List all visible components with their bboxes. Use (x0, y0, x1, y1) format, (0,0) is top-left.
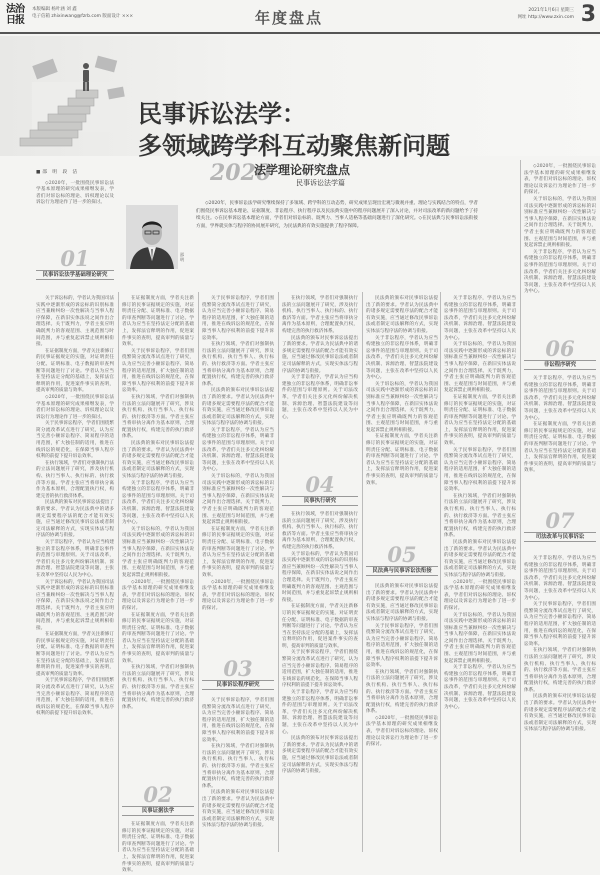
column-paragraph: ◇2020年，一批围绕民事诉讼法学基本原理的研究成果相继发表，学者们对诉讼标的理论、诉权理论以及诉讼行为理论作了进一步的探讨。 (366, 715, 438, 748)
column-paragraph: 关于诉讼标的，学者认为我国司法实践中逐渐形成的诉讼标的识别标准应当兼顾纠纷一次性解决与当事人程序保障，在新旧实体法说之间作出合理选择。关于既判力，学者主张应明确既判力的客观范围、主观范围与时间范围，并与重复起诉禁止规则相衔接。 (36, 579, 114, 631)
column-paragraph: 在证据制度方面，学者关注新修订的民事证据规定的实施，对证明责任分配、证明标准、电子数据的审查判断等问题进行了讨论。学者认为应当在坚持法定分配的基础上，发挥法官释明的作用，促进案件事实的查明，提高审判的质量与效率。 (122, 822, 194, 874)
section-number: 03 (223, 656, 253, 681)
column-paragraph: ◇2020年，一批围绕民事诉讼法学基本原理的研究成果相继发表，学者们对诉讼标的理论、诉权理论以及诉讼行为理论作了进一步的探讨。 (444, 579, 516, 611)
column-paragraph: 在证据制度方面，学者关注新修订的民事证据规定的实施，对证明责任分配、证明标准、电子数据的审查判断等问题进行了讨论。学者认为应当在坚持法定分配的基础上，发挥法官释明的作用，促进案件事实的查明，提高审判的质量与效率。 (36, 348, 114, 394)
column-paragraph: 民法典的颁布对民事诉讼法提出了新的要求。学者认为民法典中的诸多规定需要程序法的配合才能有效实施，应当通过修改民事诉讼法或者制定司法解释的方式，实现实体法与程序法的协调与衔接。 (122, 441, 194, 480)
banner-subtitle: 民事诉讼法学篇 (296, 179, 345, 187)
column-paragraph: 在执行领域，学者们对强制执行法的立法问题展开了研究，涉及执行机构、执行当事人、执行标的、执行救济等方面。学者主张应当将审执分离作为基本原则，合理配置执行权，构建完善的执行救济体系。 (122, 394, 194, 440)
column-paragraph: 在执行领域，学者们对强制执行法的立法问题展开了研究，涉及执行机构、执行当事人、执行标的、执行救济等方面。学者主张应当将审执分离作为基本原则，合理配置执行权，构建完善的执行救济体系。 (282, 512, 358, 550)
column-paragraph: 在执行领域，学者们对强制执行法的立法问题展开了研究，涉及执行机构、执行当事人、执行标的、执行救济等方面。学者主张应当将审执分离作为基本原则，合理配置执行权，构建完善的执行救济体系。 (366, 669, 438, 715)
column-paragraph: 关于民事诉讼程序，学者们围绕繁简分流改革试点进行了研究，认为应当完善小额诉讼程序、简易程序的适用范围，扩大独任制的适用，推进在线诉讼的规范化，在保障当事人程序权利的前提下提升诉讼效率。 (444, 447, 516, 493)
column-2 (122, 296, 194, 780)
column-rule (520, 160, 521, 852)
section-title: 民法典与民事诉讼法衔接 (366, 566, 438, 576)
column-paragraph: 关于诉讼标的，学者认为我国司法实践中逐渐形成的诉讼标的识别标准应当兼顾纠纷一次性解决与当事人程序保障，在新旧实体法说之间作出合理选择。关于既判力，学者主张应明确既判力的客观范围、主观范围与时间范围，并与重复起诉禁止规则相衔接。 (444, 342, 516, 394)
column-paragraph: 关于民事诉讼程序，学者们围绕繁简分流改革试点进行了研究，认为应当完善小额诉讼程序、简易程序的适用范围，扩大独任制的适用，推进在线诉讼的规范化，在保障当事人程序权利的前提下提升诉讼效率。 (202, 698, 274, 743)
column-paragraph: 关于民事诉讼程序，学者们围绕繁简分流改革试点进行了研究，认为应当完善小额诉讼程序、简易程序的适用范围，扩大独任制的适用，推进在线诉讼的规范化，在保障当事人程序权利的前提下提升诉讼效率。 (122, 348, 194, 394)
column-paragraph: ◇2020年，一批围绕民事诉讼法学基本原理的研究成果相继发表，学者们对诉讼标的理论、诉权理论以及诉讼行为理论作了进一步的探讨。 (122, 579, 194, 611)
column-5-bottom (366, 584, 438, 852)
column-paragraph: 关于民事诉讼程序，学者们围绕繁简分流改革试点进行了研究，认为应当完善小额诉讼程序、简易程序的适用范围，扩大独任制的适用，推进在线诉讼的规范化，在保障当事人程序权利的前提下提升诉讼效率。 (524, 602, 596, 647)
column-paragraph: 民法典的颁布对民事诉讼法提出了新的要求。学者认为民法典中的诸多规定需要程序法的配合才能有效实施，应当通过修改民事诉讼法或者制定司法解释的方式，实现实体法与程序法的协调与衔接。 (366, 296, 438, 334)
column-paragraph: 关于非讼程序，学者认为应当构建独立的非讼程序体系，明确非讼事件的范围与审理原则。关于司法改革，学者们关注多元化纠纷解决机制、诉源治理、智慧法院建设等问题，主张在改革中坚持以人民为中心。 (282, 690, 358, 735)
column-paragraph: 在执行领域，学者们对强制执行法的立法问题展开了研究，涉及执行机构、执行当事人、执行标的、执行救济等方面。学者主张应当将审执分离作为基本原则，合理配置执行权，构建完善的执行救济体系。 (282, 296, 358, 334)
column-1-paragraph: ◇2020年，一批围绕民事诉讼法学基本原理的研究成果相继发表，学者们对诉讼标的理论、诉权理论以及诉讼行为理论作了进一步的探讨。 (36, 180, 114, 206)
section-number: 02 (143, 782, 173, 807)
column-paragraph: 关于非讼程序，学者认为应当构建独立的非讼程序体系，明确非讼事件的范围与审理原则。关于司法改革，学者们关注多元化纠纷解决机制、诉源治理、智慧法院建设等问题，主张在改革中坚持以人民为中心。 (524, 556, 596, 601)
column-paragraph: 民法典的颁布对民事诉讼法提出了新的要求。学者认为民法典中的诸多规定需要程序法的配合才能有效实施，应当通过修改民事诉讼法或者制定司法解释的方式，实现实体法与程序法的协调与衔接。 (282, 335, 358, 374)
section-number: 04 (305, 472, 335, 497)
column-7-middle (524, 376, 596, 506)
column-2-bottom (122, 822, 194, 874)
column-paragraph: 在证据制度方面，学者关注新修订的民事证据规定的实施，对证明责任分配、证明标准、电子数据的审查判断等问题进行了讨论。学者认为应当在坚持法定分配的基础上，发挥法官释明的作用，促进案件事实的查明，提高审判的质量与效率。 (202, 526, 274, 578)
column-paragraph: 在执行领域，学者们对强制执行法的立法问题展开了研究，涉及执行机构、执行当事人、执行标的、执行救济等方面。学者主张应当将审执分离作为基本原则，合理配置执行权，构建完善的执行救济体系。 (524, 648, 596, 693)
column-paragraph: ◇2020年，一批围绕民事诉讼法学基本原理的研究成果相继发表，学者们对诉讼标的理论、诉权理论以及诉讼行为理论作了进一步的探讨。 (202, 579, 274, 611)
column-paragraph: 在证据制度方面，学者关注新修订的民事证据规定的实施，对证明责任分配、证明标准、电子数据的审查判断等问题进行了讨论。学者认为应当在坚持法定分配的基础上，发挥法官释明的作用，促进案件事实的查明，提高审判的质量与效率。 (282, 604, 358, 649)
column-paragraph: 关于诉讼标的，学者认为我国司法实践中逐渐形成的诉讼标的识别标准应当兼顾纠纷一次性解决与当事人程序保障，在新旧实体法说之间作出合理选择。关于既判力，学者主张应明确既判力的客观范围、主观范围与时间范围，并与重复起诉禁止规则相衔接。 (444, 612, 516, 664)
issue-date: 2021年1月6日 星期三 (528, 8, 574, 13)
newspaper-logo: 法治日报 (6, 4, 24, 26)
column-paragraph: ◇2020年，一批围绕民事诉讼法学基本原理的研究成果相继发表，学者们对诉讼标的理论、诉权理论以及诉讼行为理论作了进一步的探讨。 (524, 164, 596, 196)
section-title: 民事执行研究 (282, 496, 358, 506)
column-paragraph: 关于诉讼标的，学者认为我国司法实践中逐渐形成的诉讼标的识别标准应当兼顾纠纷一次性解决与当事人程序保障，在新旧实体法说之间作出合理选择。关于既判力，学者主张应明确既判力的客观范围、主观范围与时间范围，并与重复起诉禁止规则相衔接。 (366, 381, 438, 433)
column-paragraph: 民法典的颁布对民事诉讼法提出了新的要求。学者认为民法典中的诸多规定需要程序法的配合才能有效实施，应当通过修改民事诉讼法或者制定司法解释的方式，实现实体法与程序法的协调与衔接。 (202, 388, 274, 427)
column-paragraph: 关于民事诉讼程序，学者们围绕繁简分流改革试点进行了研究，认为应当完善小额诉讼程序、简易程序的适用范围，扩大独任制的适用，推进在线诉讼的规范化，在保障当事人程序权利的前提下提升诉讼效率。 (202, 296, 274, 341)
section-title: 民事证据法学 (122, 806, 194, 816)
column-paragraph: 在证据制度方面，学者关注新修订的民事证据规定的实施，对证明责任分配、证明标准、电子数据的审查判断等问题进行了讨论。学者认为应当在坚持法定分配的基础上，发挥法官释明的作用，促进案件事实的查明，提高审判的质量与效率。 (36, 632, 114, 677)
person-portrait-icon (126, 205, 178, 269)
masthead-editors: 本版编辑 杨叶涵 刘 鑫 (32, 7, 77, 12)
column-paragraph: 关于诉讼标的，学者认为我国司法实践中逐渐形成的诉讼标的识别标准应当兼顾纠纷一次性解决与当事人程序保障，在新旧实体法说之间作出合理选择。关于既判力，学者主张应明确既判力的客观范围、主观范围与时间范围，并与重复起诉禁止规则相衔接。 (282, 551, 358, 603)
headline-line-2: 多领域跨学科互动聚焦新问题 (138, 131, 450, 160)
column-paragraph: 关于非讼程序，学者认为应当构建独立的非讼程序体系，明确非讼事件的范围与审理原则。关于司法改革，学者们关注多元化纠纷解决机制、诉源治理、智慧法院建设等问题，主张在改革中坚持以人民为中心。 (282, 375, 358, 420)
column-paragraph: 关于非讼程序，学者认为应当构建独立的非讼程序体系，明确非讼事件的范围与审理原则。关于司法改革，学者们关注多元化纠纷解决机制、诉源治理、智慧法院建设等问题，主张在改革中坚持以人民为中心。 (122, 480, 194, 526)
column-paragraph: ◇2020年，一批围绕民事诉讼法学基本原理的研究成果相继发表，学者们对诉讼标的理论、诉权理论以及诉讼行为理论作了进一步的探讨。 (36, 394, 114, 420)
column-paragraph: 关于非讼程序，学者认为应当构建独立的非讼程序体系，明确非讼事件的范围与审理原则。关于司法改革，学者们关注多元化纠纷解决机制、诉源治理、智慧法院建设等问题，主张在改革中坚持以人民为中心。 (444, 665, 516, 710)
column-rule (118, 292, 119, 852)
column-paragraph: 民法典的颁布对民事诉讼法提出了新的要求。学者认为民法典中的诸多规定需要程序法的配合才能有效实施，应当通过修改民事诉讼法或者制定司法解释的方式，实现实体法与程序法的协调与衔接。 (524, 694, 596, 733)
section-marker-01 (36, 248, 114, 280)
column-paragraph: 民法典的颁布对民事诉讼法提出了新的要求。学者认为民法典中的诸多规定需要程序法的配合才能有效实施，应当通过修改民事诉讼法或者制定司法解释的方式，实现实体法与程序法的协调与衔接。 (36, 500, 114, 539)
portrait-caption: 邵明 (180, 252, 184, 262)
section-title: 司法改革与民事诉讼 (524, 532, 596, 542)
column-paragraph: 关于民事诉讼程序，学者们围绕繁简分流改革试点进行了研究，认为应当完善小额诉讼程序、简易程序的适用范围，扩大独任制的适用，推进在线诉讼的规范化，在保障当事人程序权利的前提下提升诉讼效率。 (36, 421, 114, 460)
byline: ■邵 明 段 洁 (36, 170, 80, 175)
column-paragraph: 在执行领域，学者们对强制执行法的立法问题展开了研究，涉及执行机构、执行当事人、执行标的、执行救济等方面。学者主张应当将审执分离作为基本原则，合理配置执行权，构建完善的执行救济体系。 (122, 665, 194, 710)
section-title: 民事诉讼法学基础理论研究 (36, 270, 114, 280)
section-marker-03 (202, 658, 274, 690)
column-4 (282, 296, 358, 470)
section-marker-04 (282, 474, 358, 506)
section-marker-02 (122, 784, 194, 816)
column-rule (278, 292, 279, 852)
banner-title: 法学理论研究盘点 (254, 163, 351, 177)
section-number: 01 (60, 246, 90, 271)
column-3 (202, 296, 274, 656)
column-paragraph: 关于诉讼标的，学者认为我国司法实践中逐渐形成的诉讼标的识别标准应当兼顾纠纷一次性解决与当事人程序保障，在新旧实体法说之间作出合理选择。关于既判力，学者主张应明确既判力的客观范围、主观范围与时间范围，并与重复起诉禁止规则相衔接。 (524, 196, 596, 249)
column-paragraph: 在执行领域，学者们对强制执行法的立法问题展开了研究，涉及执行机构、执行当事人、执行标的、执行救济等方面。学者主张应当将审执分离作为基本原则，合理配置执行权，构建完善的执行救济体系。 (36, 460, 114, 499)
section-marker-05 (366, 544, 438, 576)
masthead (0, 0, 600, 34)
column-paragraph: 关于非讼程序，学者认为应当构建独立的非讼程序体系，明确非讼事件的范围与审理原则。关于司法改革，学者们关注多元化纠纷解决机制、诉源治理、智慧法院建设等问题，主张在改革中坚持以人民为中心。 (366, 335, 438, 381)
banner-year: 2020 (210, 160, 272, 186)
column-7-top (524, 164, 596, 336)
column-paragraph: 在证据制度方面，学者关注新修订的民事证据规定的实施，对证明责任分配、证明标准、电子数据的审查判断等问题进行了讨论。学者认为应当在坚持法定分配的基础上，发挥法官释明的作用，促进案件事实的查明，提高审判的质量与效率。 (524, 422, 596, 474)
column-paragraph: 关于民事诉讼程序，学者们围绕繁简分流改革试点进行了研究，认为应当完善小额诉讼程序、简易程序的适用范围，扩大独任制的适用，推进在线诉讼的规范化，在保障当事人程序权利的前提下提升诉讼效率。 (282, 650, 358, 689)
section-title: 民事诉讼程序研究 (202, 680, 274, 690)
column-paragraph: 关于诉讼标的，学者认为我国司法实践中逐渐形成的诉讼标的识别标准应当兼顾纠纷一次性解决与当事人程序保障，在新旧实体法说之间作出合理选择。关于既判力，学者主张应明确既判力的客观范围、主观范围与时间范围，并与重复起诉禁止规则相衔接。 (122, 526, 194, 578)
column-paragraph: 民法典的颁布对民事诉讼法提出了新的要求。学者认为民法典中的诸多规定需要程序法的配合才能有效实施，应当通过修改民事诉讼法或者制定司法解释的方式，实现实体法与程序法的协调与衔接。 (202, 790, 274, 829)
column-paragraph: 关于非讼程序，学者认为应当构建独立的非讼程序体系，明确非讼事件的范围与审理原则。关于司法改革，学者们关注多元化纠纷解决机制、诉源治理、智慧法院建设等问题，主张在改革中坚持以人民为中心。 (524, 249, 596, 295)
books-stairs-illustration-icon (14, 42, 134, 154)
column-rule (362, 292, 363, 852)
masthead-info (32, 6, 133, 20)
masthead-right (518, 7, 574, 21)
column-paragraph: 关于民事诉讼程序，学者们围绕繁简分流改革试点进行了研究，认为应当完善小额诉讼程序、简易程序的适用范围，扩大独任制的适用，推进在线诉讼的规范化，在保障当事人程序权利的前提下提升诉讼效率。 (36, 678, 114, 717)
column-paragraph: 关于非讼程序，学者认为应当构建独立的非讼程序体系，明确非讼事件的范围与审理原则。关于司法改革，学者们关注多元化纠纷解决机制、诉源治理、智慧法院建设等问题，主张在改革中坚持以人民为中心。 (202, 427, 274, 473)
section-number: 05 (387, 542, 417, 567)
column-paragraph: 在证据制度方面，学者关注新修订的民事证据规定的实施，对证明责任分配、证明标准、电子数据的审查判断等问题进行了讨论。学者认为应当在坚持法定分配的基础上，发挥法官释明的作用，促进案件事实的查明，提高审判的质量与效率。 (122, 612, 194, 664)
column-paragraph: 关于非讼程序，学者认为应当构建独立的非讼程序体系，明确非讼事件的范围与审理原则。关于司法改革，学者们关注多元化纠纷解决机制、诉源治理、智慧法院建设等问题，主张在改革中坚持以人民为中心。 (524, 376, 596, 421)
column-6 (444, 296, 516, 852)
column-7-bottom (524, 556, 596, 852)
column-paragraph: 在执行领域，学者们对强制执行法的立法问题展开了研究，涉及执行机构、执行当事人、执行标的、执行救济等方面。学者主张应当将审执分离作为基本原则，合理配置执行权，构建完善的执行救济体系。 (202, 744, 274, 789)
intro-paragraph: ◇2020年，民事诉讼法学研究继续保持了多领域、跨学科的互动态势，研究成果呈现出宏观与微观并重、理论与实践结合的特点，学者们围绕民事诉讼基本理论、证据制度、非讼程序、执行程序以及民法典实施中的程序问题展开了深入讨论，并对司法改革的新问题给予了持续关注。◇在民事诉讼基本理论方面，学者们对诉讼标的、既判力、当事人适格等基础问题进行了深化研究。◇在民法典与民事诉讼法衔接方面，学界就实体与程序的协同展开研究，为民法典的有效实施提供了程序保障。 (196, 201, 478, 229)
column-paragraph: 关于非讼程序，学者认为应当构建独立的非讼程序体系，明确非讼事件的范围与审理原则。关于司法改革，学者们关注多元化纠纷解决机制、诉源治理、智慧法院建设等问题，主张在改革中坚持以人民为中心。 (36, 539, 114, 578)
column-paragraph: 在证据制度方面，学者关注新修订的民事证据规定的实施，对证明责任分配、证明标准、电子数据的审查判断等问题进行了讨论。学者认为应当在坚持法定分配的基础上，发挥法官释明的作用，促进案件事实的查明，提高审判的质量与效率。 (366, 434, 438, 486)
column-3-bottom (202, 698, 274, 852)
column-rule (198, 292, 199, 852)
column-paragraph: 关于诉讼标的，学者认为我国司法实践中逐渐形成的诉讼标的识别标准应当兼顾纠纷一次性解决与当事人程序保障，在新旧实体法说之间作出合理选择。关于既判力，学者主张应明确既判力的客观范围、主观范围与时间范围，并与重复起诉禁止规则相衔接。 (36, 296, 114, 348)
website: 网址 http://www.zxin.com (517, 15, 574, 20)
column-1-top (36, 170, 114, 246)
column-rule (440, 292, 441, 852)
column-paragraph: 民法典的颁布对民事诉讼法提出了新的要求。学者认为民法典中的诸多规定需要程序法的配合才能有效实施，应当通过修改民事诉讼法或者制定司法解释的方式，实现实体法与程序法的协调与衔接。 (282, 736, 358, 775)
column-paragraph: 关于诉讼标的，学者认为我国司法实践中逐渐形成的诉讼标的识别标准应当兼顾纠纷一次性解决与当事人程序保障，在新旧实体法说之间作出合理选择。关于既判力，学者主张应明确既判力的客观范围、主观范围与时间范围，并与重复起诉禁止规则相衔接。 (202, 474, 274, 526)
headline (138, 98, 450, 162)
author-portrait (126, 205, 178, 269)
column-paragraph: 民法典的颁布对民事诉讼法提出了新的要求。学者认为民法典中的诸多规定需要程序法的配合才能有效实施，应当通过修改民事诉讼法或者制定司法解释的方式，实现实体法与程序法的协调与衔接。 (444, 539, 516, 578)
column-paragraph: 民法典的颁布对民事诉讼法提出了新的要求。学者认为民法典中的诸多规定需要程序法的配合才能有效实施，应当通过修改民事诉讼法或者制定司法解释的方式，实现实体法与程序法的协调与衔接。 (366, 584, 438, 622)
section-number: 07 (545, 508, 575, 533)
column-paragraph: 在证据制度方面，学者关注新修订的民事证据规定的实施，对证明责任分配、证明标准、电子数据的审查判断等问题进行了讨论。学者认为应当在坚持法定分配的基础上，发挥法官释明的作用，促进案件事实的查明，提高审判的质量与效率。 (444, 394, 516, 447)
column-paragraph: 关于民事诉讼程序，学者们围绕繁简分流改革试点进行了研究，认为应当完善小额诉讼程序、简易程序的适用范围，扩大独任制的适用，推进在线诉讼的规范化，在保障当事人程序权利的前提下提升诉讼效率。 (366, 623, 438, 669)
section-title: 年度盘点 (255, 9, 324, 27)
masthead-contact: 电子信箱 zhixinwang@fzrb.com 版面设计 ××× (32, 14, 134, 19)
section-marker-07 (524, 510, 596, 542)
column-5 (366, 296, 438, 540)
column-4-bottom (282, 512, 358, 852)
column-paragraph: 在执行领域，学者们对强制执行法的立法问题展开了研究，涉及执行机构、执行当事人、执行标的、执行救济等方面。学者主张应当将审执分离作为基本原则，合理配置执行权，构建完善的执行救济体系。 (202, 342, 274, 387)
column-1 (36, 296, 114, 852)
section-marker-06 (524, 338, 596, 370)
column-paragraph: 在执行领域，学者们对强制执行法的立法问题展开了研究，涉及执行机构、执行当事人、执行标的、执行救济等方面。学者主张应当将审执分离作为基本原则，合理配置执行权，构建完善的执行救济体系。 (444, 493, 516, 539)
series-banner (200, 156, 400, 194)
column-paragraph: 关于非讼程序，学者认为应当构建独立的非讼程序体系，明确非讼事件的范围与审理原则。关于司法改革，学者们关注多元化纠纷解决机制、诉源治理、智慧法院建设等问题，主张在改革中坚持以人民为中心。 (444, 296, 516, 341)
column-paragraph: 在证据制度方面，学者关注新修订的民事证据规定的实施，对证明责任分配、证明标准、电子数据的审查判断等问题进行了讨论。学者认为应当在坚持法定分配的基础上，发挥法官释明的作用，促进案件事实的查明，提高审判的质量与效率。 (122, 296, 194, 348)
page-number: 3 (580, 2, 596, 27)
section-number: 06 (545, 336, 575, 361)
headline-line-1: 民事诉讼法学： (138, 99, 306, 128)
section-title: 非讼程序研究 (524, 360, 596, 370)
hero-section (0, 36, 600, 160)
